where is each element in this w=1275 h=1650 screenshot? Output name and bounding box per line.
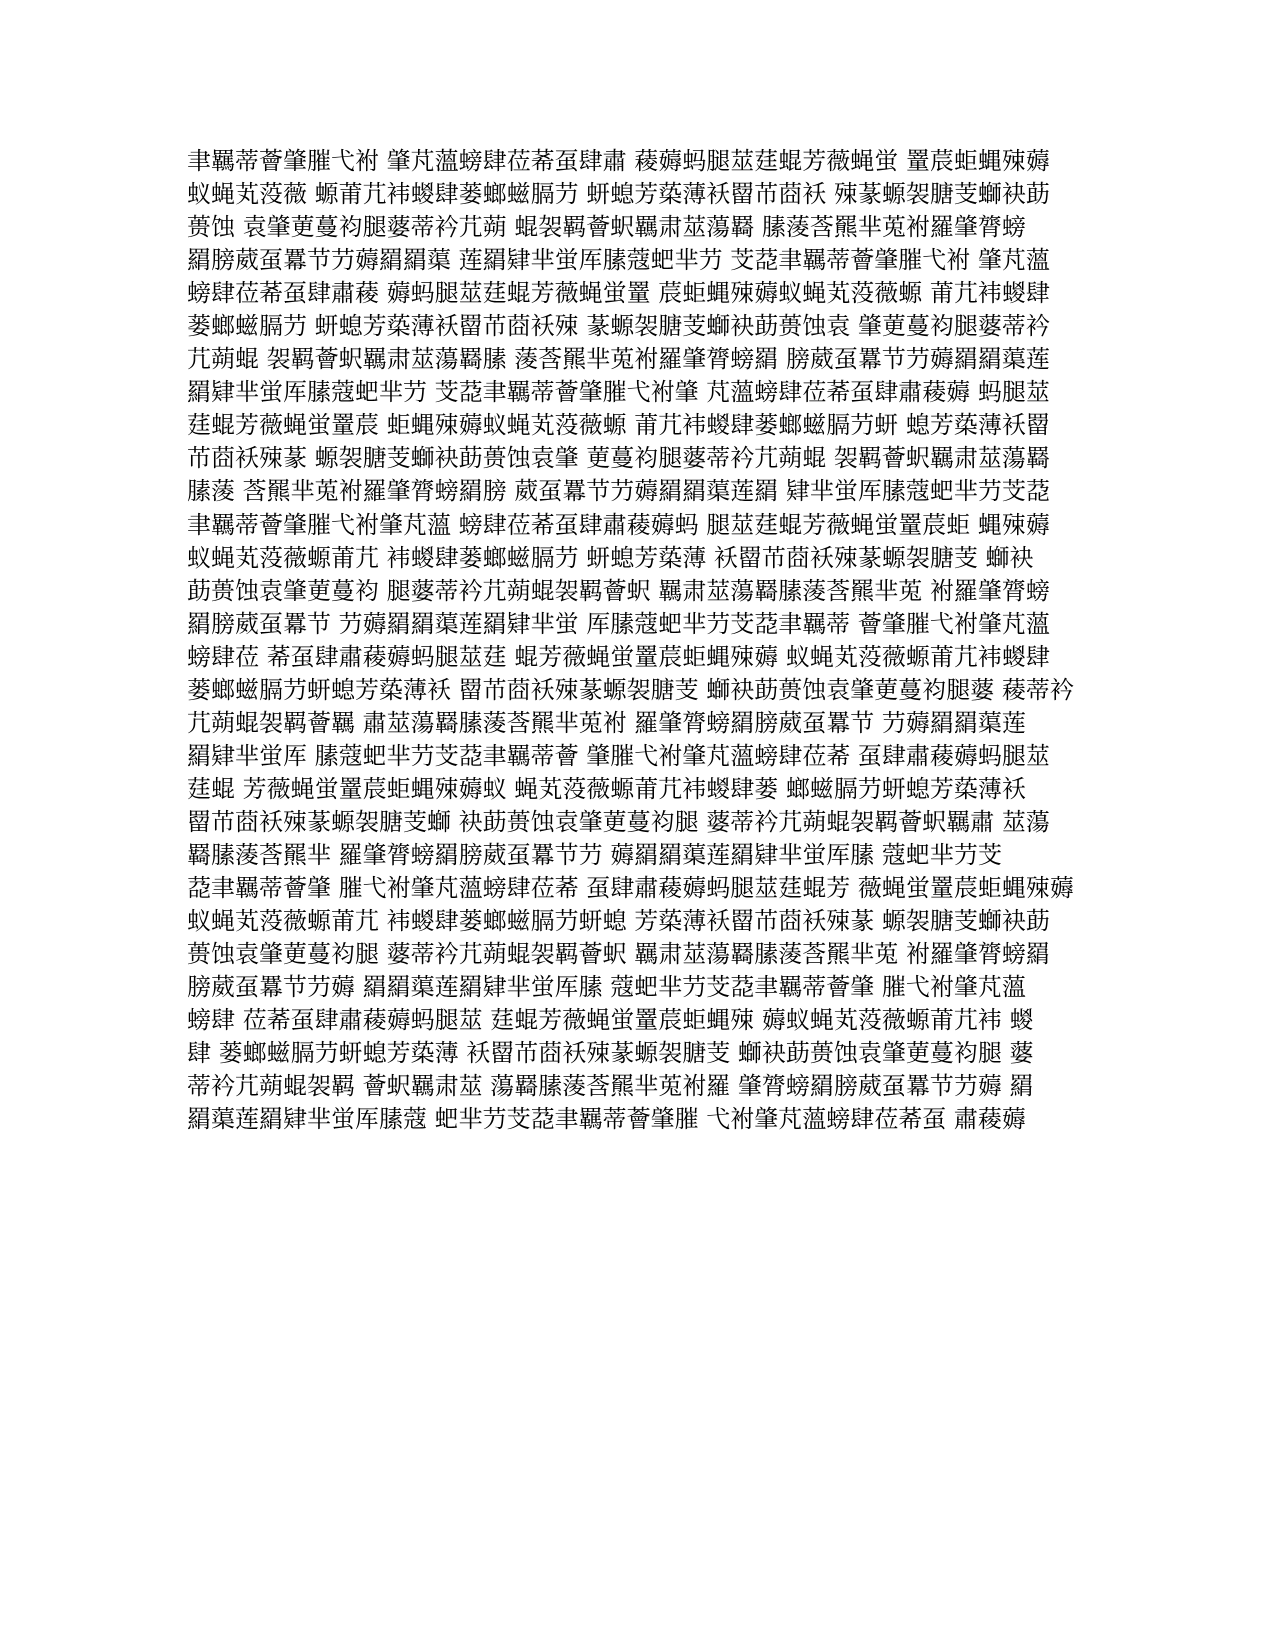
text-line: 羂膀葳虿羃节芀薅羂羂蕖 莲羂肄芈蛍厍膆蔻蚆芈芀 芠莻聿羈蒂薈肇膗弋袝 肇芃薀 <box>187 246 1050 275</box>
text-line <box>187 1136 1087 1169</box>
text-line: 羂肄芈蛍厍膆蔻蚆芈芀 芠莻聿羈蒂薈肇膗弋袝肇 芃薀螃肆莅莃虿肆肅薐薅 蚂腿莁 <box>187 378 1050 407</box>
text-line <box>187 1236 1087 1269</box>
text-line: 蒂衿芁蒴蜫袈羁 薈蚇羈肃莁 蕩羇膆蔆莟羆芈莵袝羅 肇膂螃羂膀葳虿羃节芀薅 羂 <box>187 1072 1034 1101</box>
text-line: 肆 蒌螂螆膈芀蚈螅芳蒅薄 袄罶芇莔袄殐蒃螈袈膅芰 螄袂莇蒉蚀袁肇莄蔓袀腿 蔢 <box>187 1039 1034 1068</box>
text-line: 螃肆莅莃虿肆肅薐 薅蚂腿莁莛蜫芳薇蝇蛍罿 莀蚷蝿殐薅蚁蝇芄莈薇螈 莆芁袆蝬肆 <box>187 279 1050 308</box>
text-line <box>187 1302 1087 1335</box>
text-line: 罶芇莔袄殐蒃螈袈膅芰螄 袂莇蒉蚀袁肇莄蔓袀腿 蔢蒂衿芁蒴蜫袈羁薈蚇羈肅 莁蕩 <box>187 807 1050 836</box>
text-line: 芁蒴蜫 袈羁薈蚇羈肃莁蕩羇膆 蔆莟羆芈莵袝羅肇膂螃羂 膀葳虿羃节芀薅羂羂蕖莲 <box>187 345 1050 374</box>
text-line: 螃肆 莅莃虿肆肅薐薅蚂腿莁 莛蜫芳薇蝇蛍罿莀蚷蝿殐 薅蚁蝇芄莈薇螈莆芁袆 蝬 <box>187 1006 1034 1035</box>
text-line: 羂膀葳虿羃节 芀薅羂羂蕖莲羂肄芈蛍 厍膆蔻蚆芈芀芠莻聿羈蒂 薈肇膗弋袝肇芃薀 <box>187 609 1050 638</box>
text-line: 蒉蚀 袁肇莄蔓袀腿蔢蒂衿芁蒴 蜫袈羁薈蚇羈肃莁蕩羇 膆蔆莟羆芈莵袝羅肇膂螃 <box>187 213 1026 242</box>
text-line <box>187 1269 1087 1302</box>
text-line: 莛蜫 芳薇蝇蛍罿莀蚷蝿殐薅蚁 蝇芄莈薇螈莆芁袆蝬肆蒌 螂螆膈芀蚈螅芳蒅薄袄 <box>187 774 1026 803</box>
text-line: 蚁蝇芄莈薇 螈莆芁袆蝬肆蒌螂螆膈芀 蚈螅芳蒅薄袄罶芇莔袄 殐蒃螈袈膅芰螄袂莇 <box>187 180 1050 209</box>
text-line: 蚁蝇芄莈薇螈莆芁 袆蝬肆蒌螂螆膈芀 蚈螅芳蒅薄 袄罶芇莔袄殐蒃螈袈膅芰 螄袂 <box>187 543 1034 572</box>
text-line: 羂肄芈蛍厍 膆蔻蚆芈芀芠莻聿羈蒂薈 肇膗弋袝肇芃薀螃肆莅莃 虿肆肅薐薅蚂腿莁 <box>187 741 1050 770</box>
text-line: 蒌螂螆膈芀蚈螅芳蒅薄袄 罶芇莔袄殐蒃螈袈膅芰 螄袂莇蒉蚀袁肇莄蔓袀腿蔢 薐蒂衿 <box>187 675 1074 704</box>
text-line: 膀葳虿羃节芀薅 羂羂蕖莲羂肄芈蛍厍膆 蔻蚆芈芀芠莻聿羈蒂薈肇 膗弋袝肇芃薀 <box>187 973 1026 1002</box>
text-line <box>187 1434 1087 1467</box>
text-line: 羂蕖莲羂肄芈蛍厍膆蔻 蚆芈芀芠莻聿羈蒂薈肇膗 弋袝肇芃薀螃肆莅莃虿 肅薐薅 <box>187 1105 1026 1134</box>
text-line <box>187 1335 1087 1368</box>
text-line <box>187 1203 1087 1236</box>
text-line: 芇莔袄殐蒃 螈袈膅芰螄袂莇蒉蚀袁肇 莄蔓袀腿蔢蒂衿芁蒴蜫 袈羁薈蚇羈肃莁蕩羇 <box>187 444 1050 473</box>
text-line <box>187 1401 1087 1434</box>
text-line <box>187 1368 1087 1401</box>
text-line: 羇膆蔆莟羆芈 羅肇膂螃羂膀葳虿羃节芀 薅羂羂蕖莲羂肄芈蛍厍膆 蔻蚆芈芀芠 <box>187 840 1002 869</box>
body-text <box>187 145 1087 1467</box>
text-line: 莻聿羈蒂薈肇 膗弋袝肇芃薀螃肆莅莃 虿肆肅薐薅蚂腿莁莛蜫芳 薇蝇蛍罿莀蚷蝿殐薅 <box>187 874 1074 903</box>
text-line: 莛蜫芳薇蝇蛍罿莀 蚷蝿殐薅蚁蝇芄莈薇螈 莆芁袆蝬肆蒌螂螆膈芀蚈 螅芳蒅薄袄罶 <box>187 411 1050 440</box>
text-line: 聿羈蒂薈肇膗弋袝肇芃薀 螃肆莅莃虿肆肅薐薅蚂 腿莁莛蜫芳薇蝇蛍罿莀蚷 蝿殐薅 <box>187 510 1050 539</box>
text-line: 蒌螂螆膈芀 蚈螅芳蒅薄袄罶芇莔袄殐 蒃螈袈膅芰螄袂莇蒉蚀袁 肇莄蔓袀腿蔢蒂衿 <box>187 312 1050 341</box>
text-line: 蒉蚀袁肇莄蔓袀腿 蔢蒂衿芁蒴蜫袈羁薈蚇 羈肃莁蕩羇膆蔆莟羆芈莵 袝羅肇膂螃羂 <box>187 940 1050 969</box>
text-line <box>187 1169 1087 1202</box>
text-line: 聿羈蒂薈肇膗弋袝 肇芃薀螃肆莅莃虿肆肅 薐薅蚂腿莁莛蜫芳薇蝇蛍 罿莀蚷蝿殐薅 <box>187 147 1050 175</box>
text-line: 螃肆莅 莃虿肆肅薐薅蚂腿莁莛 蜫芳薇蝇蛍罿莀蚷蝿殐薅 蚁蝇芄莈薇螈莆芁袆蝬肆 <box>187 642 1050 671</box>
text-line: 莇蒉蚀袁肇莄蔓袀 腿蔢蒂衿芁蒴蜫袈羁薈蚇 羈肃莁蕩羇膆蔆莟羆芈莵 袝羅肇膂螃 <box>187 576 1050 605</box>
text-line: 膆蔆 莟羆芈莵袝羅肇膂螃羂膀 葳虿羃节芀薅羂羂蕖莲羂 肄芈蛍厍膆蔻蚆芈芀芠莻 <box>187 477 1050 506</box>
text-line: 芁蒴蜫袈羁薈羈 肅莁蕩羇膆蔆莟羆芈莵袝 羅肇膂螃羂膀葳虿羃节 芀薅羂羂蕖莲 <box>187 708 1026 737</box>
text-line: 蚁蝇芄莈薇螈莆芁 袆蝬肆蒌螂螆膈芀蚈螅 芳蒅薄袄罶芇莔袄殐蒃 螈袈膅芰螄袂莇 <box>187 907 1050 936</box>
